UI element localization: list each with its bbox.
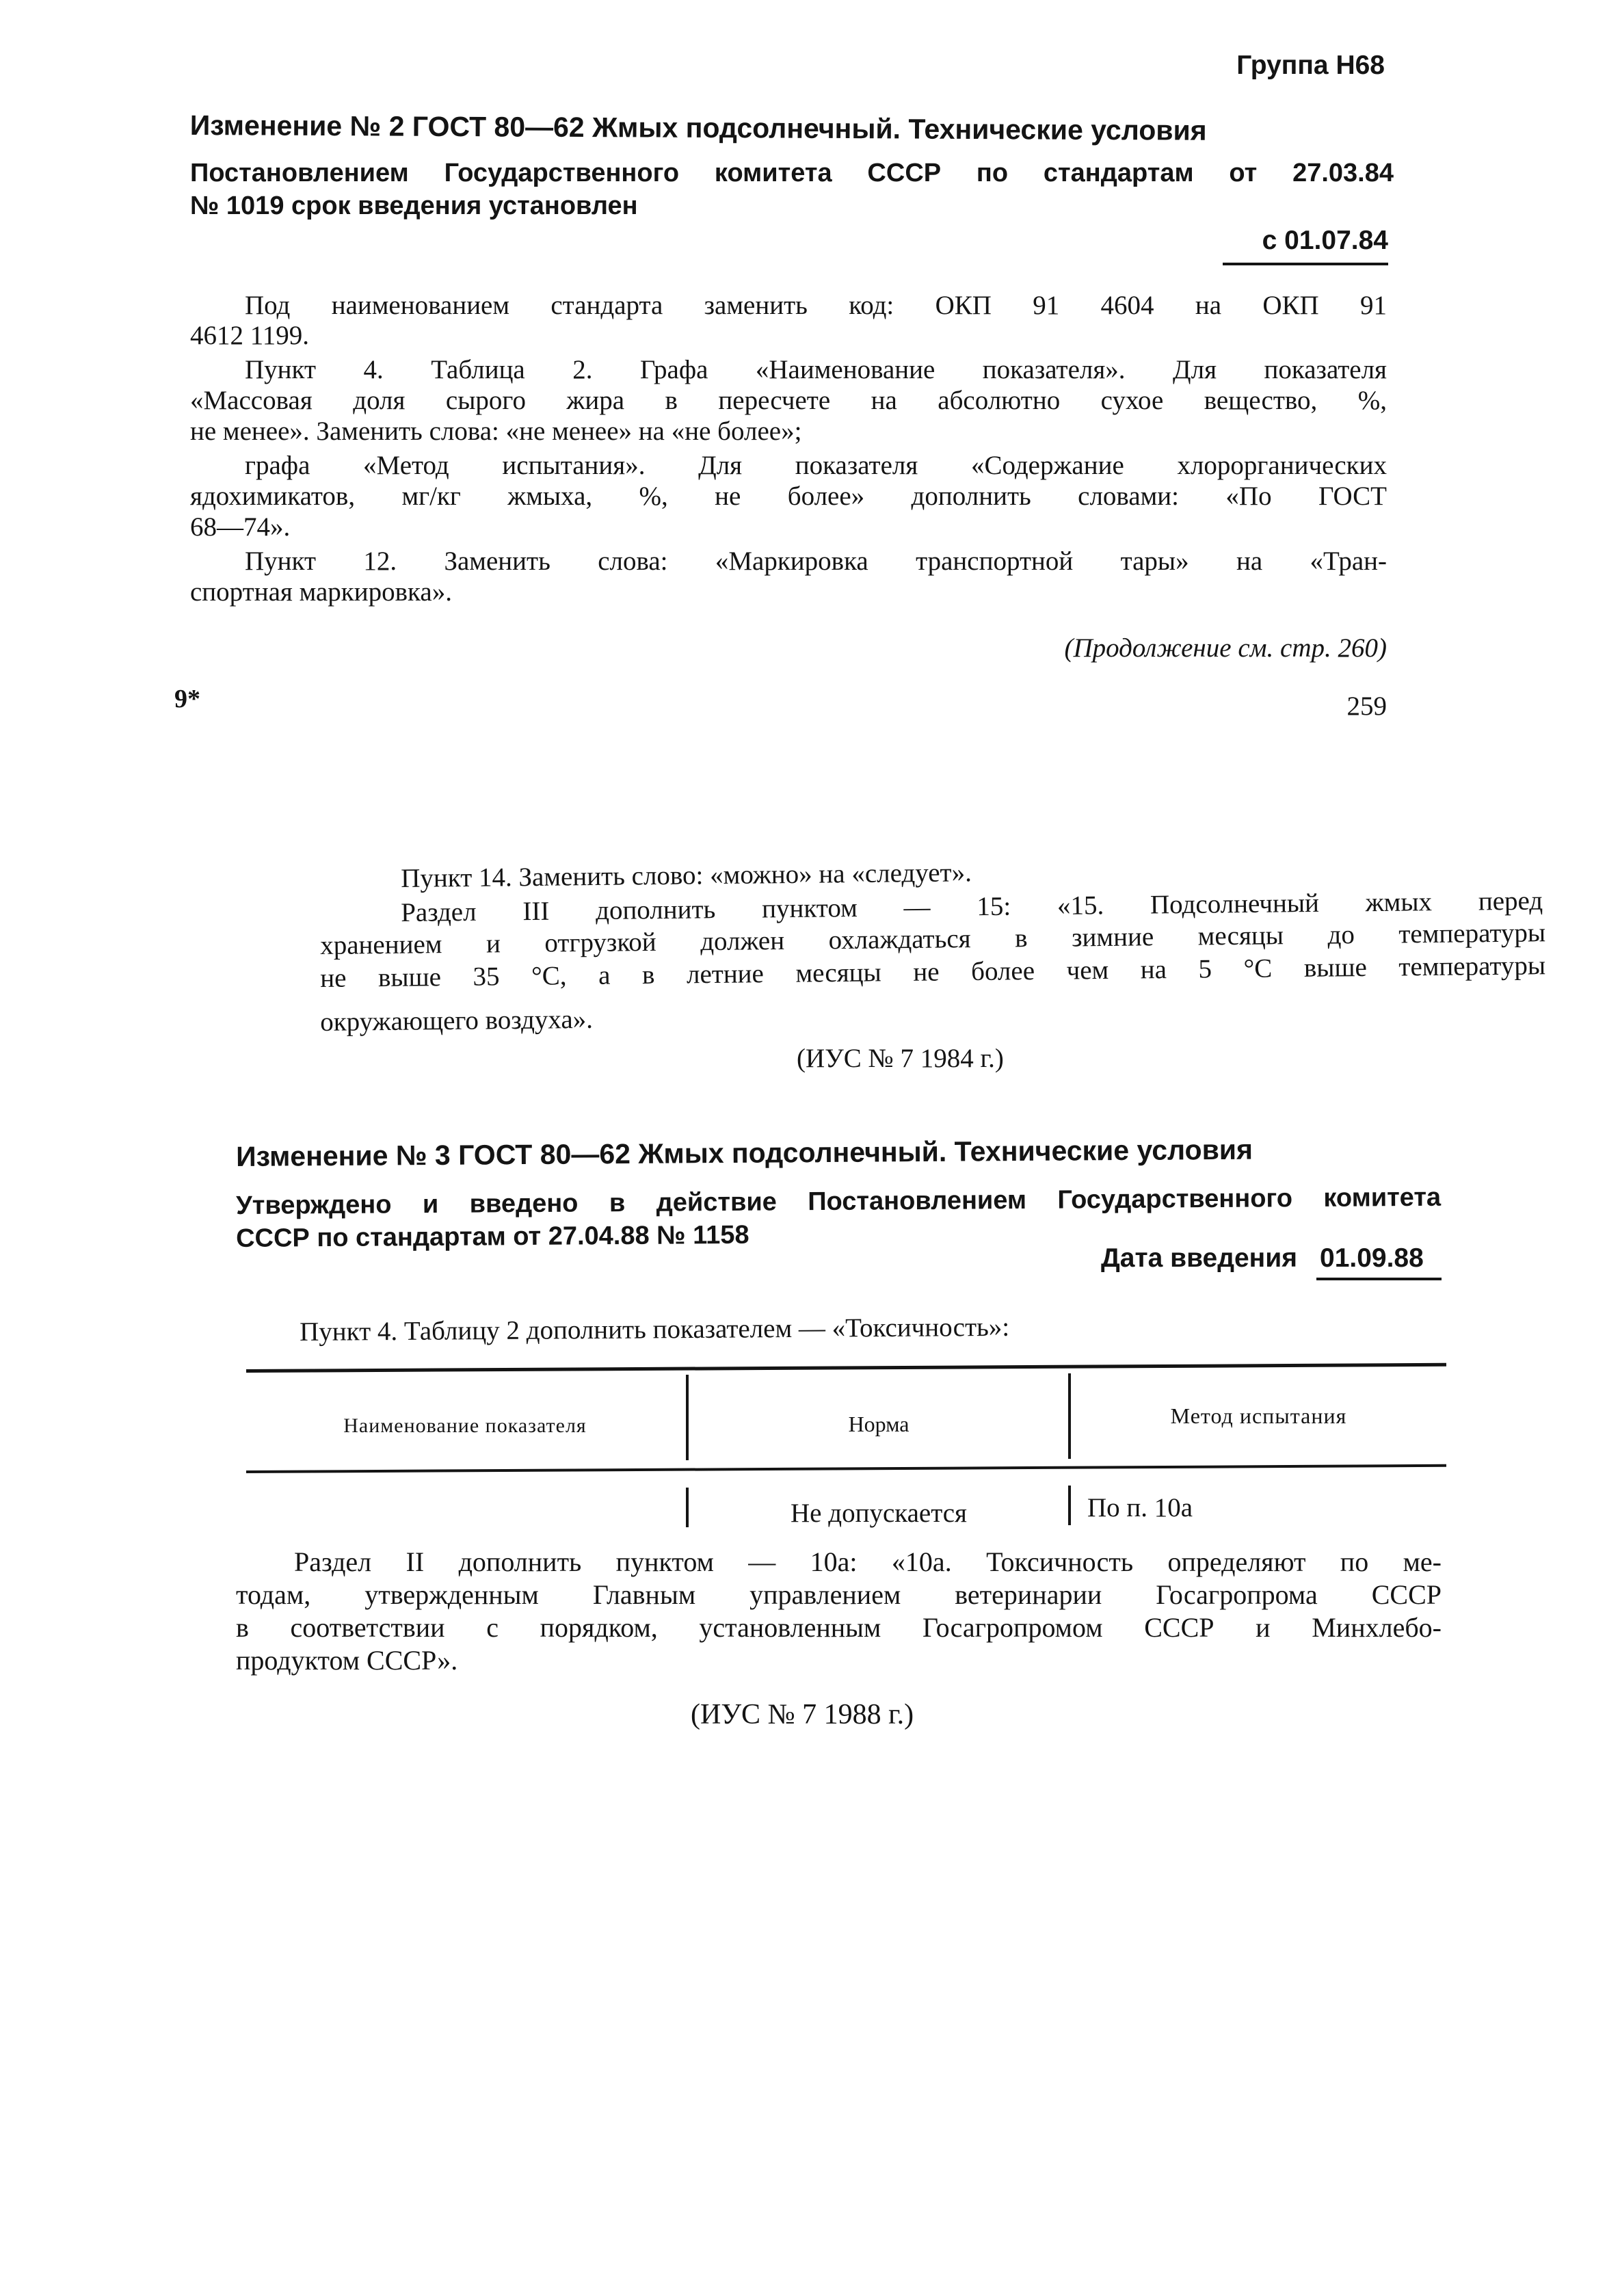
page-number: 259: [1346, 691, 1387, 721]
ius-1988: (ИУС № 7 1988 г.): [691, 1699, 914, 1730]
change-3-title: Изменение № 3 ГОСТ 80—62 Жмых подсолнечный. Технические условия: [236, 1133, 1253, 1172]
signature-mark: 9*: [174, 685, 200, 713]
effective-date: с 01.07.84: [1262, 226, 1388, 255]
p3-line-2: ядохимикатов, мг/кг жмыха, %, не более» дополнить словами: «По ГОСТ: [190, 481, 1387, 511]
table-header-name: Наименование показателя: [343, 1414, 587, 1437]
table-row-method: По п. 10а: [1087, 1493, 1193, 1522]
table-row-norm: Не допускается: [791, 1499, 967, 1528]
change-2-title: Изменение № 2 ГОСТ 80—62 Жмых подсолнечный. Технические условия: [189, 109, 1207, 146]
table-top-rule: [246, 1363, 1446, 1373]
approved-line-1: Утверждено и введено в действие Постановлением Государственного комитета: [236, 1183, 1442, 1220]
section2-line-3: в соответствии с порядком, установленным Госагропромом СССР и Минхлебо-: [236, 1612, 1442, 1643]
p14-line: Пункт 14. Заменить слово: «можно» на «следует».: [401, 858, 972, 893]
section3-line-2: хранением и отгрузкой должен охлаждаться в зимние месяцы до температуры: [320, 918, 1546, 960]
date-label: Дата введения: [1101, 1243, 1297, 1273]
table-col-divider-1b: [686, 1488, 689, 1527]
table-col-divider-2: [1068, 1373, 1071, 1459]
p1-line-2: 4612 1199.: [190, 321, 310, 350]
effective-date-underline: [1223, 263, 1388, 265]
p4-line-1: Пункт 12. Заменить слова: «Маркировка транспортной тары» на «Тран-: [245, 546, 1387, 576]
table-col-divider-1: [686, 1375, 689, 1460]
group-label: Группа Н68: [1236, 51, 1385, 80]
ius-1984: (ИУС № 7 1984 г.): [797, 1044, 1004, 1073]
p1-line-1: Под наименованием стандарта заменить код: ОКП 91 4604 на ОКП 91: [245, 291, 1387, 320]
p2-line-1: Пункт 4. Таблица 2. Графа «Наименование показателя». Для показателя: [245, 355, 1387, 384]
p3-line-3: 68—74».: [190, 512, 291, 542]
p2-line-3: не менее». Заменить слова: «не менее» на «не более»;: [190, 417, 802, 446]
section2-line-4: продуктом СССР».: [236, 1645, 458, 1676]
decree-line-2: № 1019 срок введения установлен: [190, 192, 638, 220]
p2-line-2: «Массовая доля сырого жира в пересчете на абсолютно сухое вещество, %,: [190, 386, 1387, 415]
p4-line-2: спортная маркировка».: [190, 577, 452, 607]
section3-line-4: окружающего воздуха».: [320, 1004, 594, 1037]
table-header-rule: [246, 1464, 1446, 1473]
table-col-divider-2b: [1068, 1486, 1071, 1525]
p3-line-1: графа «Метод испытания». Для показателя «Содержание хлорорганических: [245, 451, 1387, 480]
section3-line-1: Раздел III дополнить пунктом — 15: «15. Подсолнечный жмых перед: [401, 886, 1543, 927]
section2-line-1: Раздел II дополнить пунктом — 10а: «10а. Токсичность определяют по ме-: [294, 1546, 1442, 1577]
table-header-method: Метод испытания: [1170, 1403, 1347, 1428]
continuation-note: (Продолжение см. стр. 260): [1064, 633, 1387, 663]
approved-line-2: СССР по стандартам от 27.04.88 № 1158: [236, 1220, 749, 1253]
table-header-norm: Норма: [848, 1412, 909, 1436]
decree-line-1: Постановлением Государственного комитета СССР по стандартам от 27.03.84: [190, 159, 1394, 187]
table-intro: Пункт 4. Таблицу 2 дополнить показателем — «Токсичность»:: [300, 1312, 1010, 1347]
date-underline: [1316, 1278, 1442, 1280]
section2-line-2: тодам, утвержденным Главным управлением ветеринарии Госагропрома СССР: [236, 1579, 1442, 1610]
date-value: 01.09.88: [1320, 1243, 1424, 1273]
section3-line-3: не выше 35 °С, а в летние месяцы не более чем на 5 °С выше температуры: [320, 951, 1546, 993]
